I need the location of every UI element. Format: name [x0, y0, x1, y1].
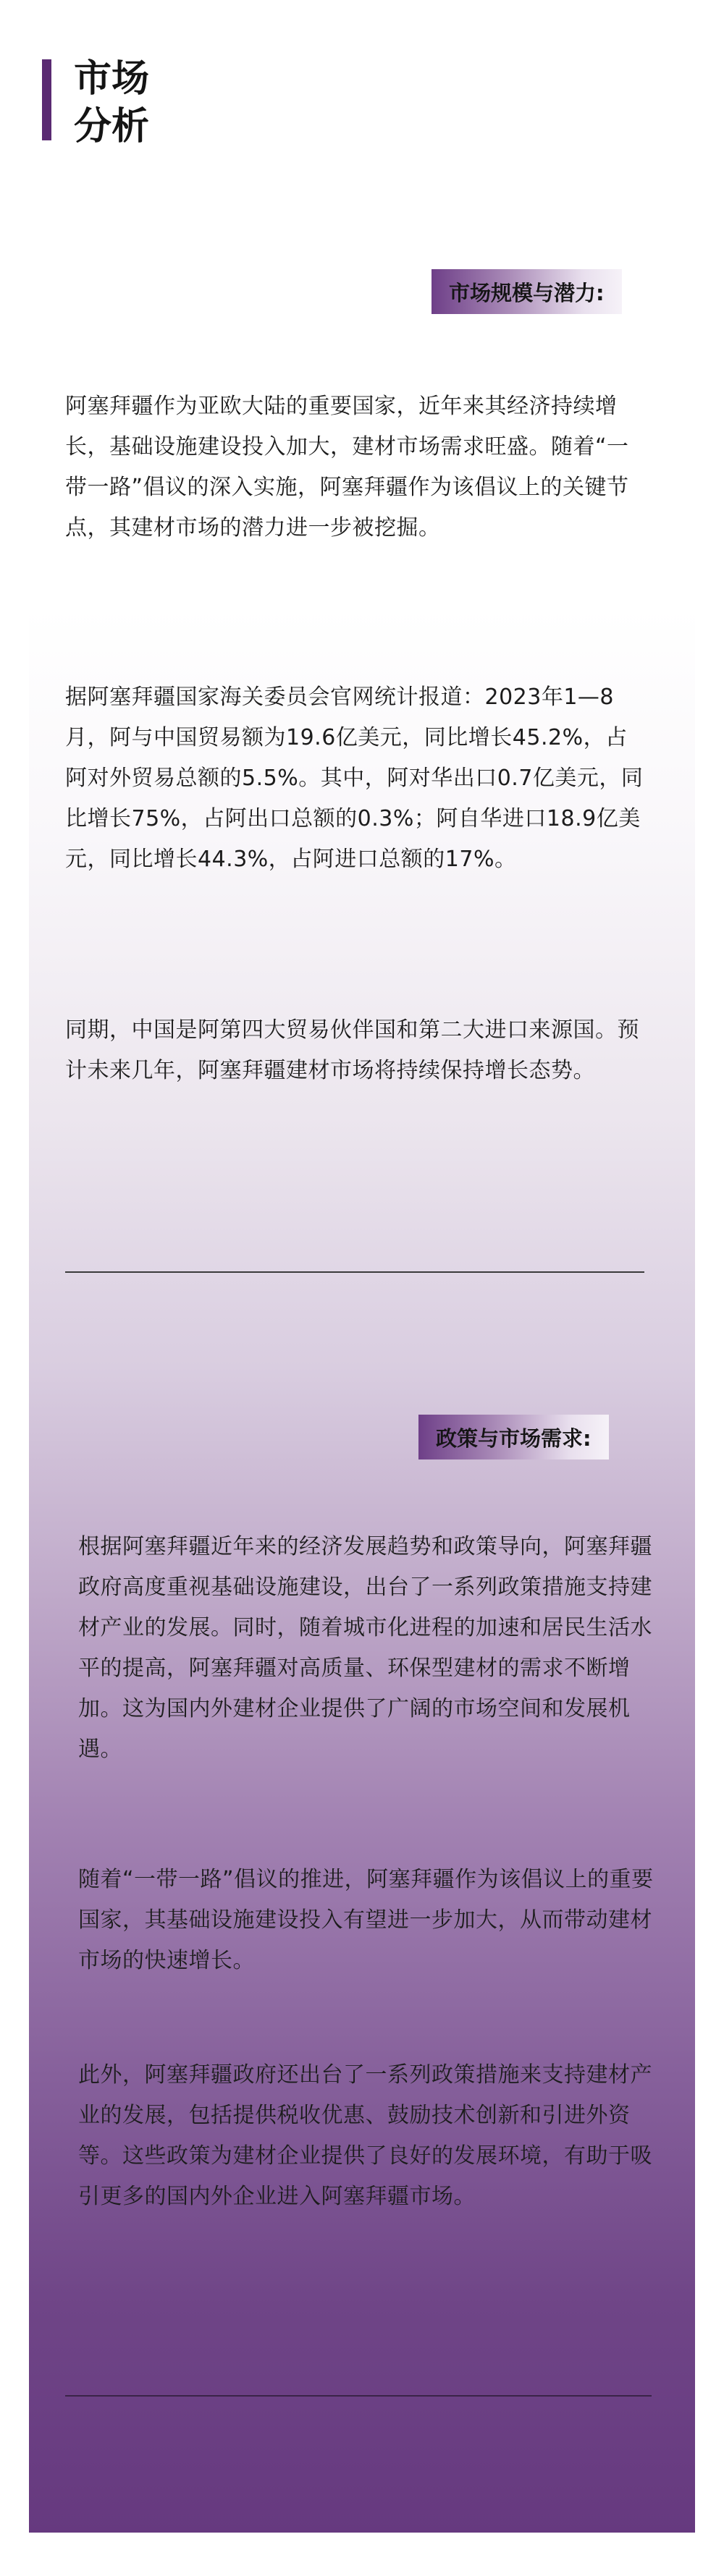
page-title-line1: 市场: [74, 57, 150, 101]
page-title: [74, 55, 149, 151]
paragraph-policy-direction: 根据阿塞拜疆近年来的经济发展趋势和政策导向，阿塞拜疆政府高度重视基础设施建设，出台了一系列政策措施支持建材产业的发展。同时，随着城市化进程的加速和居民生活水平的提高，阿塞拜疆对高质量、环保型建材的需求不断增加。这为国内外建材企业提供了广阔的市场空间和发展机遇。: [78, 1534, 652, 1762]
paragraph-trade-statistics: 据阿塞拜疆国家海关委员会官网统计报道：2023年1—8月，阿与中国贸易额为19.6亿美元，同比增长45.2%，占阿对外贸易总额的5.5%。其中，阿对华出口0.7亿美元，同比增长75%，占阿出口总额的0.3%；阿自华进口18.9亿美元，同比增长44.3%，占阿进口总额的17%。: [65, 685, 644, 872]
section-heading-market-size: 市场规模与潜力:: [432, 269, 622, 314]
page-title-line2: 分析: [74, 105, 150, 148]
paragraph-belt-road: 随着“一带一路”倡议的推进，阿塞拜疆作为该倡议上的重要国家，其基础设施建设投入有望进一步加大，从而带动建材市场的快速增长。: [78, 1867, 654, 1973]
paragraph-market-overview: 阿塞拜疆作为亚欧大陆的重要国家，近年来其经济持续增长，基础设施建设投入加大，建材市场需求旺盛。随着“一带一路”倡议的深入实施，阿塞拜疆作为该倡议上的关键节点，其建材市场的潜力进一步被挖掘。: [65, 394, 629, 541]
paragraph-trade-partner: 同期，中国是阿第四大贸易伙伴国和第二大进口来源国。预计未来几年，阿塞拜疆建材市场将持续保持增长态势。: [65, 1017, 639, 1083]
bottom-divider: [65, 2395, 652, 2397]
section-heading-policy-demand: 政策与市场需求:: [418, 1415, 609, 1459]
paragraph-policy-measures: 此外，阿塞拜疆政府还出台了一系列政策措施来支持建材产业的发展，包括提供税收优惠、鼓励技术创新和引进外资等。这些政策为建材企业提供了良好的发展环境，有助于吸引更多的国内外企业进入阿塞拜疆市场。: [78, 2062, 652, 2209]
title-accent-bar: [42, 59, 51, 140]
section-divider: [65, 1271, 644, 1273]
